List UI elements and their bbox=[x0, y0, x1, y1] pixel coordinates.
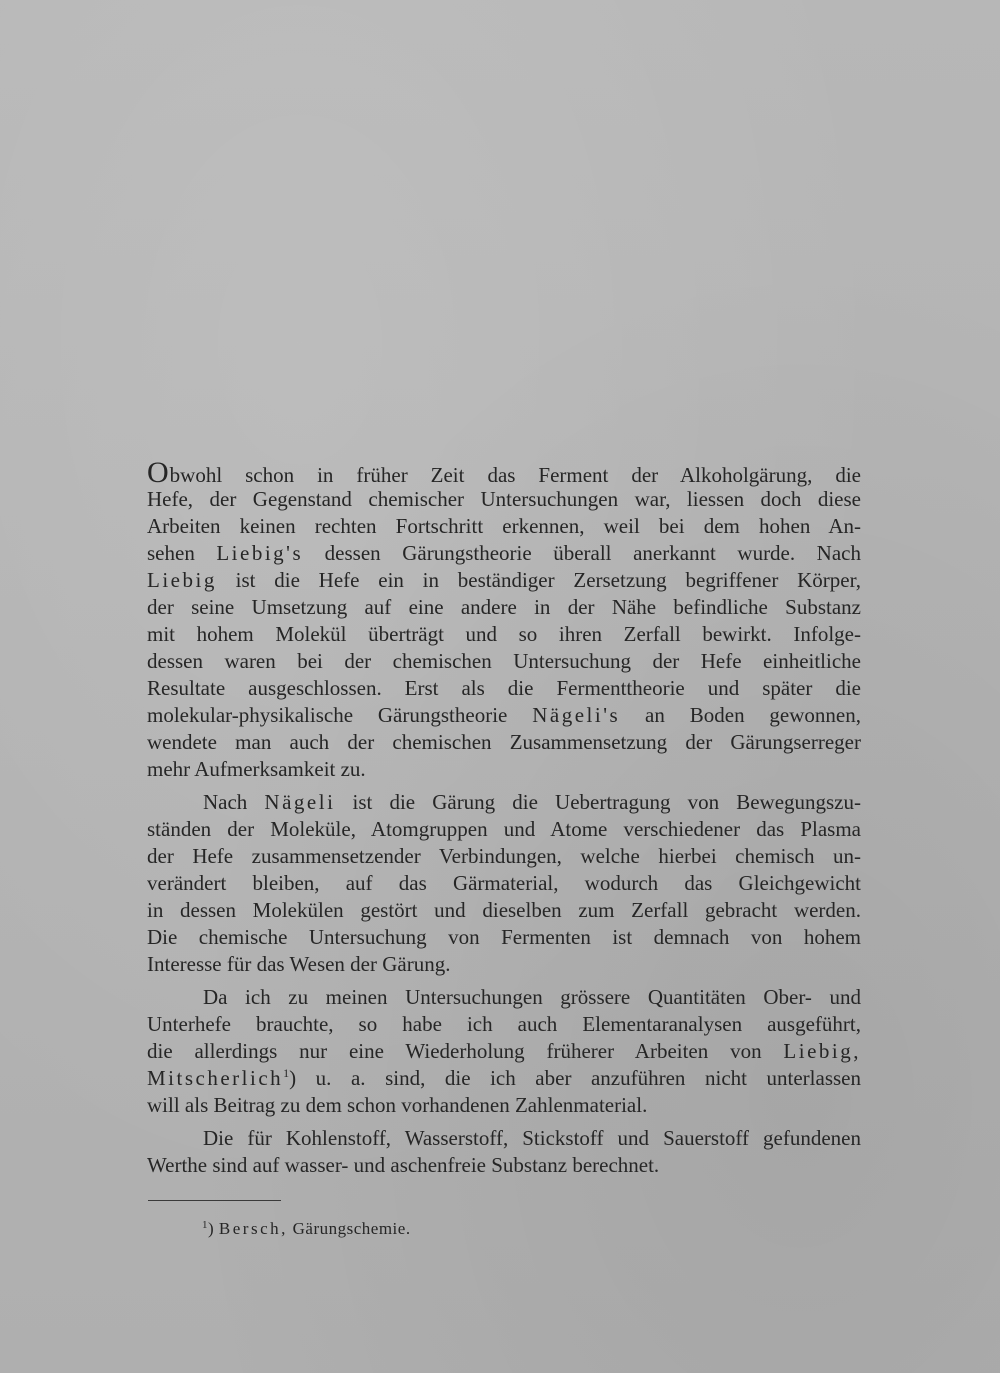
paragraph-2-line-6: Die chemische Untersuchung von Fermenten ist demnach von hohem bbox=[147, 925, 861, 949]
paragraph-2-line-5: in dessen Molekülen gestört und dieselben zum Zerfall gebracht werden. bbox=[147, 898, 861, 922]
paragraph-3-line-1: Da ich zu meinen Untersuchungen grössere Quantitäten Ober- und bbox=[203, 985, 861, 1009]
paragraph-2-line-3: der Hefe zusammensetzender Verbindungen, welche hierbei chemisch un- bbox=[147, 844, 861, 868]
paragraph-2-line-4: verändert bleiben, auf das Gärmaterial, wodurch das Gleichgewicht bbox=[147, 871, 861, 895]
paragraph-1-line-2: Hefe, der Gegenstand chemischer Untersuchungen war, liessen doch diese bbox=[147, 487, 861, 511]
author-name: Liebig, bbox=[783, 1039, 861, 1063]
paragraph-3-line-2: Unterhefe brauchte, so habe ich auch Elementaranalysen ausgeführt, bbox=[147, 1012, 861, 1036]
author-name: Nägeli bbox=[264, 790, 336, 814]
footnote-title: Gärungschemie. bbox=[292, 1219, 411, 1238]
paragraph-1-line-12: mehr Aufmerksamkeit zu. bbox=[147, 757, 366, 781]
text-run: sehen bbox=[147, 541, 217, 565]
paragraph-1-line-4 bbox=[147, 540, 861, 567]
paragraph-1-line-8: dessen waren bei der chemischen Untersuchung der Hefe einheitliche bbox=[147, 649, 861, 673]
paragraph-2-line-7: Interesse für das Wesen der Gärung. bbox=[147, 952, 451, 976]
footnote-mark: 1 bbox=[202, 1219, 208, 1231]
text-run: ) u. a. sind, die ich aber anzuführen nicht unterlassen bbox=[289, 1066, 861, 1090]
paragraph-3-line-5: will als Beitrag zu dem schon vorhandenen Zahlenmaterial. bbox=[147, 1093, 648, 1117]
drop-cap: O bbox=[147, 456, 169, 489]
text-run: an Boden gewonnen, bbox=[620, 703, 861, 727]
paragraph-3-line-3 bbox=[147, 1038, 861, 1065]
paragraph-1-line-7: mit hohem Molekül überträgt und so ihren Zerfall bewirkt. Infolge- bbox=[147, 622, 861, 646]
paragraph-1-line-5 bbox=[147, 567, 861, 594]
author-name: Liebig's bbox=[216, 541, 304, 565]
paragraph-4-line-1: Die für Kohlenstoff, Wasserstoff, Stickstoff und Sauerstoff gefundenen bbox=[203, 1126, 861, 1150]
paragraph-3-line-4 bbox=[147, 1065, 861, 1092]
footnote-paren: ) bbox=[208, 1219, 215, 1238]
paragraph-1-line-9: Resultate ausgeschlossen. Erst als die Fermenttheorie und später die bbox=[147, 676, 861, 700]
author-name: Liebig bbox=[147, 568, 217, 592]
text-run: dessen Gärungstheorie überall anerkannt wurde. Nach bbox=[303, 541, 861, 565]
paragraph-1-line-11: wendete man auch der chemischen Zusammensetzung der Gärungserreger bbox=[147, 730, 861, 754]
text-run: ist die Gärung die Uebertragung von Bewegungszu- bbox=[335, 790, 861, 814]
paragraph-1-line-1 bbox=[147, 456, 861, 489]
paragraph-2-line-1 bbox=[147, 789, 861, 816]
text-run: Nach bbox=[203, 790, 265, 814]
text-run: molekular-physikalische Gärungstheorie bbox=[147, 703, 533, 727]
paragraph-1-line-3: Arbeiten keinen rechten Fortschritt erkennen, weil bei dem hohen An- bbox=[147, 514, 861, 538]
body-text bbox=[147, 456, 861, 1179]
text-run: ist die Hefe ein in beständiger Zersetzung begriffener Körper, bbox=[216, 568, 861, 592]
paragraph-1-line-10 bbox=[147, 702, 861, 729]
paragraph-4-line-2: Werthe sind auf wasser- und aschenfreie Substanz berechnet. bbox=[147, 1153, 660, 1177]
footnote-author: Bersch, bbox=[218, 1219, 288, 1238]
author-name: Nägeli's bbox=[532, 703, 621, 727]
footnote-reference-mark: 1 bbox=[283, 1066, 290, 1080]
text-run: bwohl schon in früher Zeit das Ferment der Alkoholgärung, die bbox=[169, 463, 861, 487]
author-name: Mitscherlich bbox=[147, 1066, 284, 1090]
text-run: die allerdings nur eine Wiederholung früherer Arbeiten von bbox=[147, 1039, 784, 1063]
footnote-divider bbox=[148, 1200, 281, 1201]
paragraph-2-line-2: ständen der Moleküle, Atomgruppen und Atome verschiedener das Plasma bbox=[147, 817, 861, 841]
paragraph-1-line-6: der seine Umsetzung auf eine andere in der Nähe befindliche Substanz bbox=[147, 595, 861, 619]
footnote bbox=[202, 1218, 411, 1240]
